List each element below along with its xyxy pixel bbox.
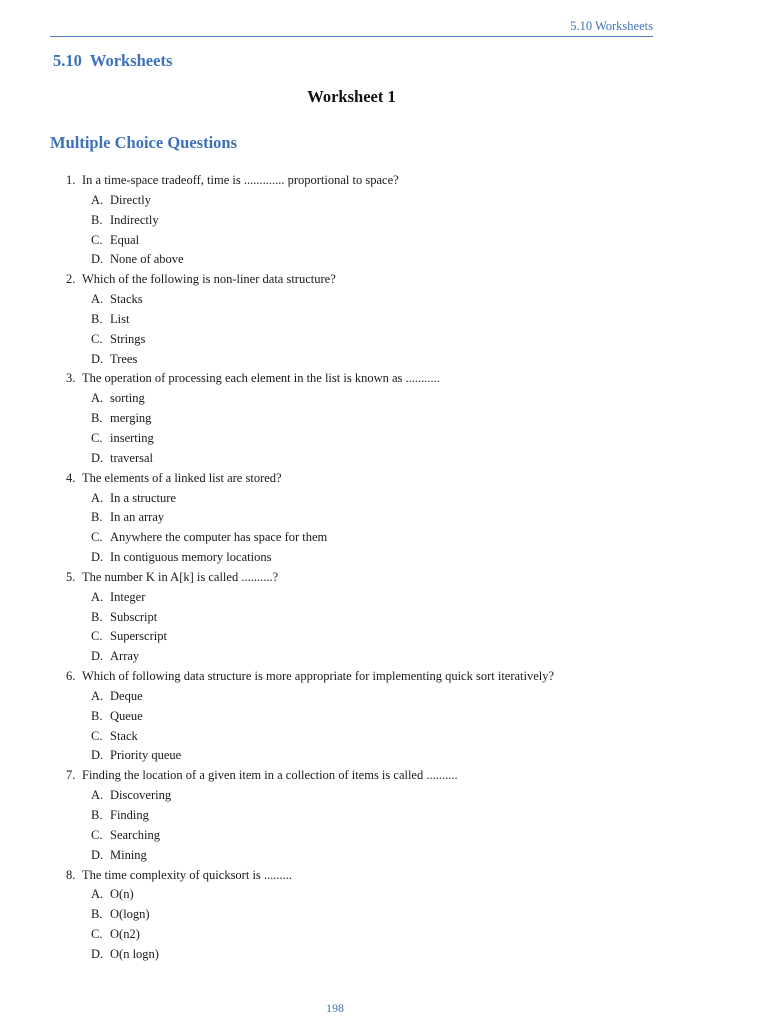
answer-option (66, 508, 666, 528)
question-item (66, 866, 666, 886)
answer-option (66, 846, 666, 866)
answer-option (66, 191, 666, 211)
option-text: In a structure (110, 490, 176, 505)
answer-option (66, 231, 666, 251)
answer-option (66, 826, 666, 846)
question-list (66, 171, 666, 965)
option-text: Array (110, 649, 140, 664)
option-letter: D. (91, 550, 104, 565)
answer-option (66, 250, 666, 270)
answer-option (66, 290, 666, 310)
option-text: inserting (110, 430, 154, 445)
question-number: 6. (66, 669, 76, 684)
option-letter: B. (91, 212, 103, 227)
answer-option (66, 905, 666, 925)
option-letter: B. (91, 510, 103, 525)
option-text: traversal (110, 450, 154, 465)
question-number: 3. (66, 371, 76, 386)
option-text: Deque (110, 688, 143, 703)
answer-option (66, 548, 666, 568)
option-text: In contiguous memory locations (110, 550, 272, 565)
option-text: Discovering (110, 788, 172, 803)
section-number: 5.10 (53, 51, 82, 70)
answer-option (66, 588, 666, 608)
question-text: In a time-space tradeoff, time is ............. proportional to space? (82, 173, 399, 187)
answer-option (66, 528, 666, 548)
option-letter: A. (91, 292, 104, 307)
section-title: Worksheets (89, 51, 173, 70)
question-item (66, 369, 666, 389)
option-text: merging (110, 411, 152, 426)
option-letter: C. (91, 827, 103, 842)
answer-option (66, 687, 666, 707)
answer-option (66, 489, 666, 509)
section-heading (53, 51, 172, 71)
option-text: None of above (110, 252, 184, 267)
answer-option (66, 449, 666, 469)
answer-option (66, 429, 666, 449)
option-letter: B. (91, 708, 103, 723)
option-letter: C. (91, 629, 103, 644)
question-item (66, 270, 666, 290)
option-letter: D. (91, 351, 104, 366)
answer-option (66, 389, 666, 409)
page-number: 198 (326, 1001, 344, 1015)
option-letter: A. (91, 391, 104, 406)
subsection-heading: Multiple Choice Questions (50, 133, 238, 152)
option-text: Strings (110, 331, 146, 346)
option-letter: D. (91, 252, 104, 267)
option-text: Queue (110, 708, 143, 723)
question-item (66, 171, 666, 191)
option-text: Priority queue (110, 748, 182, 763)
answer-option (66, 350, 666, 370)
option-letter: B. (91, 411, 103, 426)
answer-option (66, 330, 666, 350)
question-number: 7. (66, 768, 76, 783)
answer-option (66, 409, 666, 429)
answer-option (66, 707, 666, 727)
option-text: Stacks (110, 292, 143, 307)
answer-option (66, 925, 666, 945)
option-letter: A. (91, 192, 104, 207)
option-text: O(n) (110, 887, 134, 902)
option-text: Integer (110, 589, 146, 604)
question-text: Finding the location of a given item in a collection of items is called .......... (82, 768, 458, 783)
answer-option (66, 806, 666, 826)
option-text: List (110, 311, 130, 326)
option-text: O(logn) (110, 907, 150, 922)
option-letter: B. (91, 907, 103, 922)
answer-option (66, 211, 666, 231)
option-text: Directly (110, 192, 151, 207)
running-header (50, 18, 653, 37)
option-letter: C. (91, 232, 103, 247)
question-number: 8. (66, 867, 76, 882)
worksheet-title: Worksheet 1 (307, 87, 396, 106)
option-text: O(n logn) (110, 946, 159, 961)
option-text: sorting (110, 391, 145, 406)
question-number: 1. (66, 173, 76, 187)
option-letter: C. (91, 530, 103, 545)
question-item (66, 766, 666, 786)
option-letter: A. (91, 589, 104, 604)
option-letter: D. (91, 450, 104, 465)
option-text: Subscript (110, 609, 158, 624)
answer-option (66, 627, 666, 647)
option-text: O(n2) (110, 927, 140, 942)
option-letter: B. (91, 311, 103, 326)
option-letter: A. (91, 887, 104, 902)
option-letter: B. (91, 609, 103, 624)
question-text: Which of following data structure is more appropriate for implementing quick sort iteratively? (82, 669, 555, 684)
option-letter: C. (91, 430, 103, 445)
option-letter: D. (91, 946, 104, 961)
option-letter: A. (91, 688, 104, 703)
question-number: 5. (66, 569, 76, 584)
option-text: Finding (110, 808, 149, 822)
option-letter: C. (91, 728, 103, 743)
option-text: Indirectly (110, 212, 159, 227)
question-text: The operation of processing each element in the list is known as ........... (82, 371, 440, 386)
option-letter: D. (91, 748, 104, 763)
option-letter: A. (91, 788, 104, 803)
answer-option (66, 885, 666, 905)
option-text: Mining (110, 847, 147, 862)
question-item (66, 469, 666, 489)
running-header-title: 5.10 Worksheets (570, 19, 653, 33)
option-letter: B. (91, 808, 103, 822)
question-text: The time complexity of quicksort is ......... (82, 867, 293, 882)
option-text: Anywhere the computer has space for them (110, 530, 328, 545)
question-text: The number K in A[k] is called ..........? (82, 569, 279, 584)
option-letter: C. (91, 927, 103, 942)
answer-option (66, 746, 666, 766)
option-text: Searching (110, 827, 160, 842)
option-text: Equal (110, 232, 140, 247)
option-text: Trees (110, 351, 138, 366)
answer-option (66, 727, 666, 747)
answer-option (66, 945, 666, 965)
option-text: In an array (110, 510, 165, 525)
question-item (66, 667, 666, 687)
option-letter: C. (91, 331, 103, 346)
question-text: The elements of a linked list are stored? (82, 470, 282, 485)
question-item (66, 568, 666, 588)
answer-option (66, 608, 666, 628)
answer-option (66, 647, 666, 667)
option-letter: A. (91, 490, 104, 505)
answer-option (66, 786, 666, 806)
answer-option (66, 310, 666, 330)
option-letter: D. (91, 847, 104, 862)
option-text: Superscript (110, 629, 167, 644)
option-letter: D. (91, 649, 104, 664)
question-number: 2. (66, 272, 76, 287)
option-text: Stack (110, 728, 138, 743)
question-text: Which of the following is non-liner data structure? (82, 272, 336, 287)
question-number: 4. (66, 470, 76, 485)
